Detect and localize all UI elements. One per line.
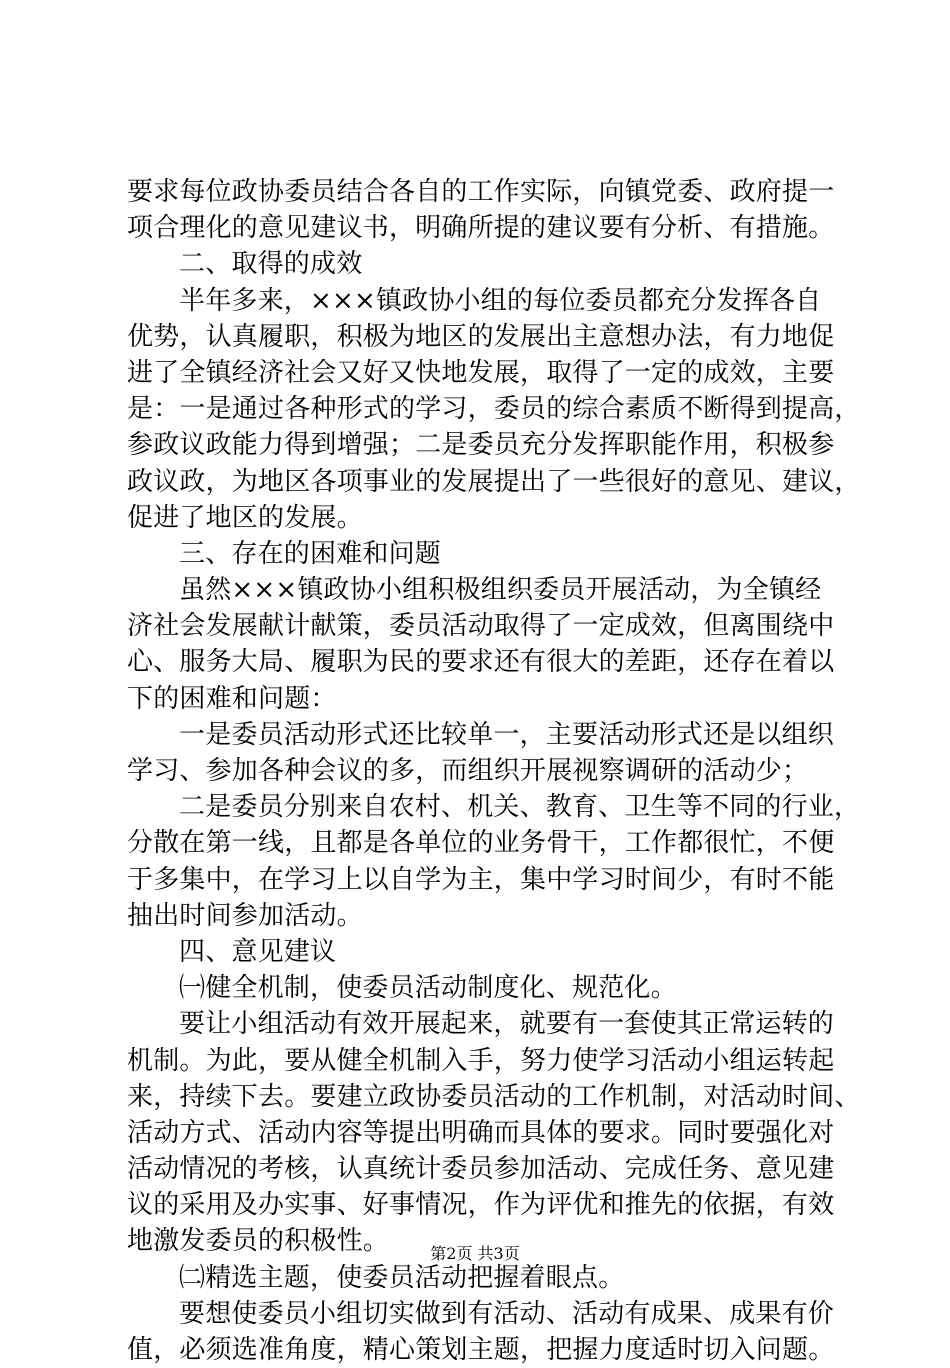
text-line: 要求每位政协委员结合各自的工作实际，向镇党委、政府提一 [127,177,835,207]
text-line: 于多集中，在学习上以自学为主，集中学习时间少，有时不能 [127,864,835,895]
text-line: 抽出时间参加活动。 [127,900,363,931]
text-line: 要想使委员小组切实做到有活动、活动有成果、成果有价 [179,1298,835,1329]
document-body [127,174,861,1368]
text-line: 二是委员分别来自农村、机关、教育、卫生等不同的行业， [179,792,861,823]
text-line: 值，必须选准角度，精心策划主题，把握力度适时切入问题。 [127,1335,835,1365]
page-footer: 第2页 共3页 [430,1244,520,1263]
text-line: ㈠健全机制，使委员活动制度化、规范化。 [179,973,677,1004]
text-line: 要让小组活动有效开展起来，就要有一套使其正常运转的 [179,1009,835,1040]
text-line: 项合理化的意见建议书，明确所提的建议要有分析、有措施。 [127,213,835,244]
text-line: 济社会发展献计献策，委员活动取得了一定成效，但离围绕中 [127,611,835,642]
text-line: 心、服务大局、履职为民的要求还有很大的差距，还存在着以 [127,647,835,678]
text-line: 机制。为此，要从健全机制入手，努力使学习活动小组运转起 [127,1045,835,1076]
text-line: 来，持续下去。要建立政协委员活动的工作机制，对活动时间、 [127,1081,861,1112]
text-line: 三、存在的困难和问题 [179,538,442,569]
text-line: 进了全镇经济社会又好又快地发展，取得了一定的成效，主要 [127,357,835,388]
text-line: 半年多来，×××镇政协小组的每位委员都充分发挥各自 [179,285,822,316]
text-line: 地激发委员的积极性。 [127,1226,390,1257]
text-line: 二、取得的成效 [179,249,363,280]
text-line: 下的困难和问题： [127,683,337,714]
text-line: 活动情况的考核，认真统计委员参加活动、完成任务、意见建 [127,1154,835,1185]
text-line: 议的采用及办实事、好事情况，作为评优和推先的依据，有效 [127,1190,835,1221]
text-line: 一是委员活动形式还比较单一，主要活动形式还是以组织 [179,719,835,750]
text-line: 政议政，为地区各项事业的发展提出了一些很好的意见、建议， [127,466,861,497]
text-line: 活动方式、活动内容等提出明确而具体的要求。同时要强化对 [127,1117,835,1148]
text-line: 分散在第一线，且都是各单位的业务骨干，工作都很忙，不便 [127,828,835,859]
text-line: 四、意见建议 [179,936,337,967]
text-line: ㈡精选主题，使委员活动把握着眼点。 [179,1262,625,1293]
text-line: 促进了地区的发展。 [127,502,363,533]
text-line: 优势，认真履职，积极为地区的发展出主意想办法，有力地促 [127,321,835,352]
text-line: 是：一是通过各种形式的学习，委员的综合素质不断得到提高， [127,394,861,425]
text-line: 学习、参加各种会议的多，而组织开展视察调研的活动少； [127,756,809,786]
text-line: 虽然×××镇政协小组积极组织委员开展活动，为全镇经 [179,575,822,606]
text-line: 参政议政能力得到增强；二是委员充分发挥职能作用，积极参 [127,430,835,461]
